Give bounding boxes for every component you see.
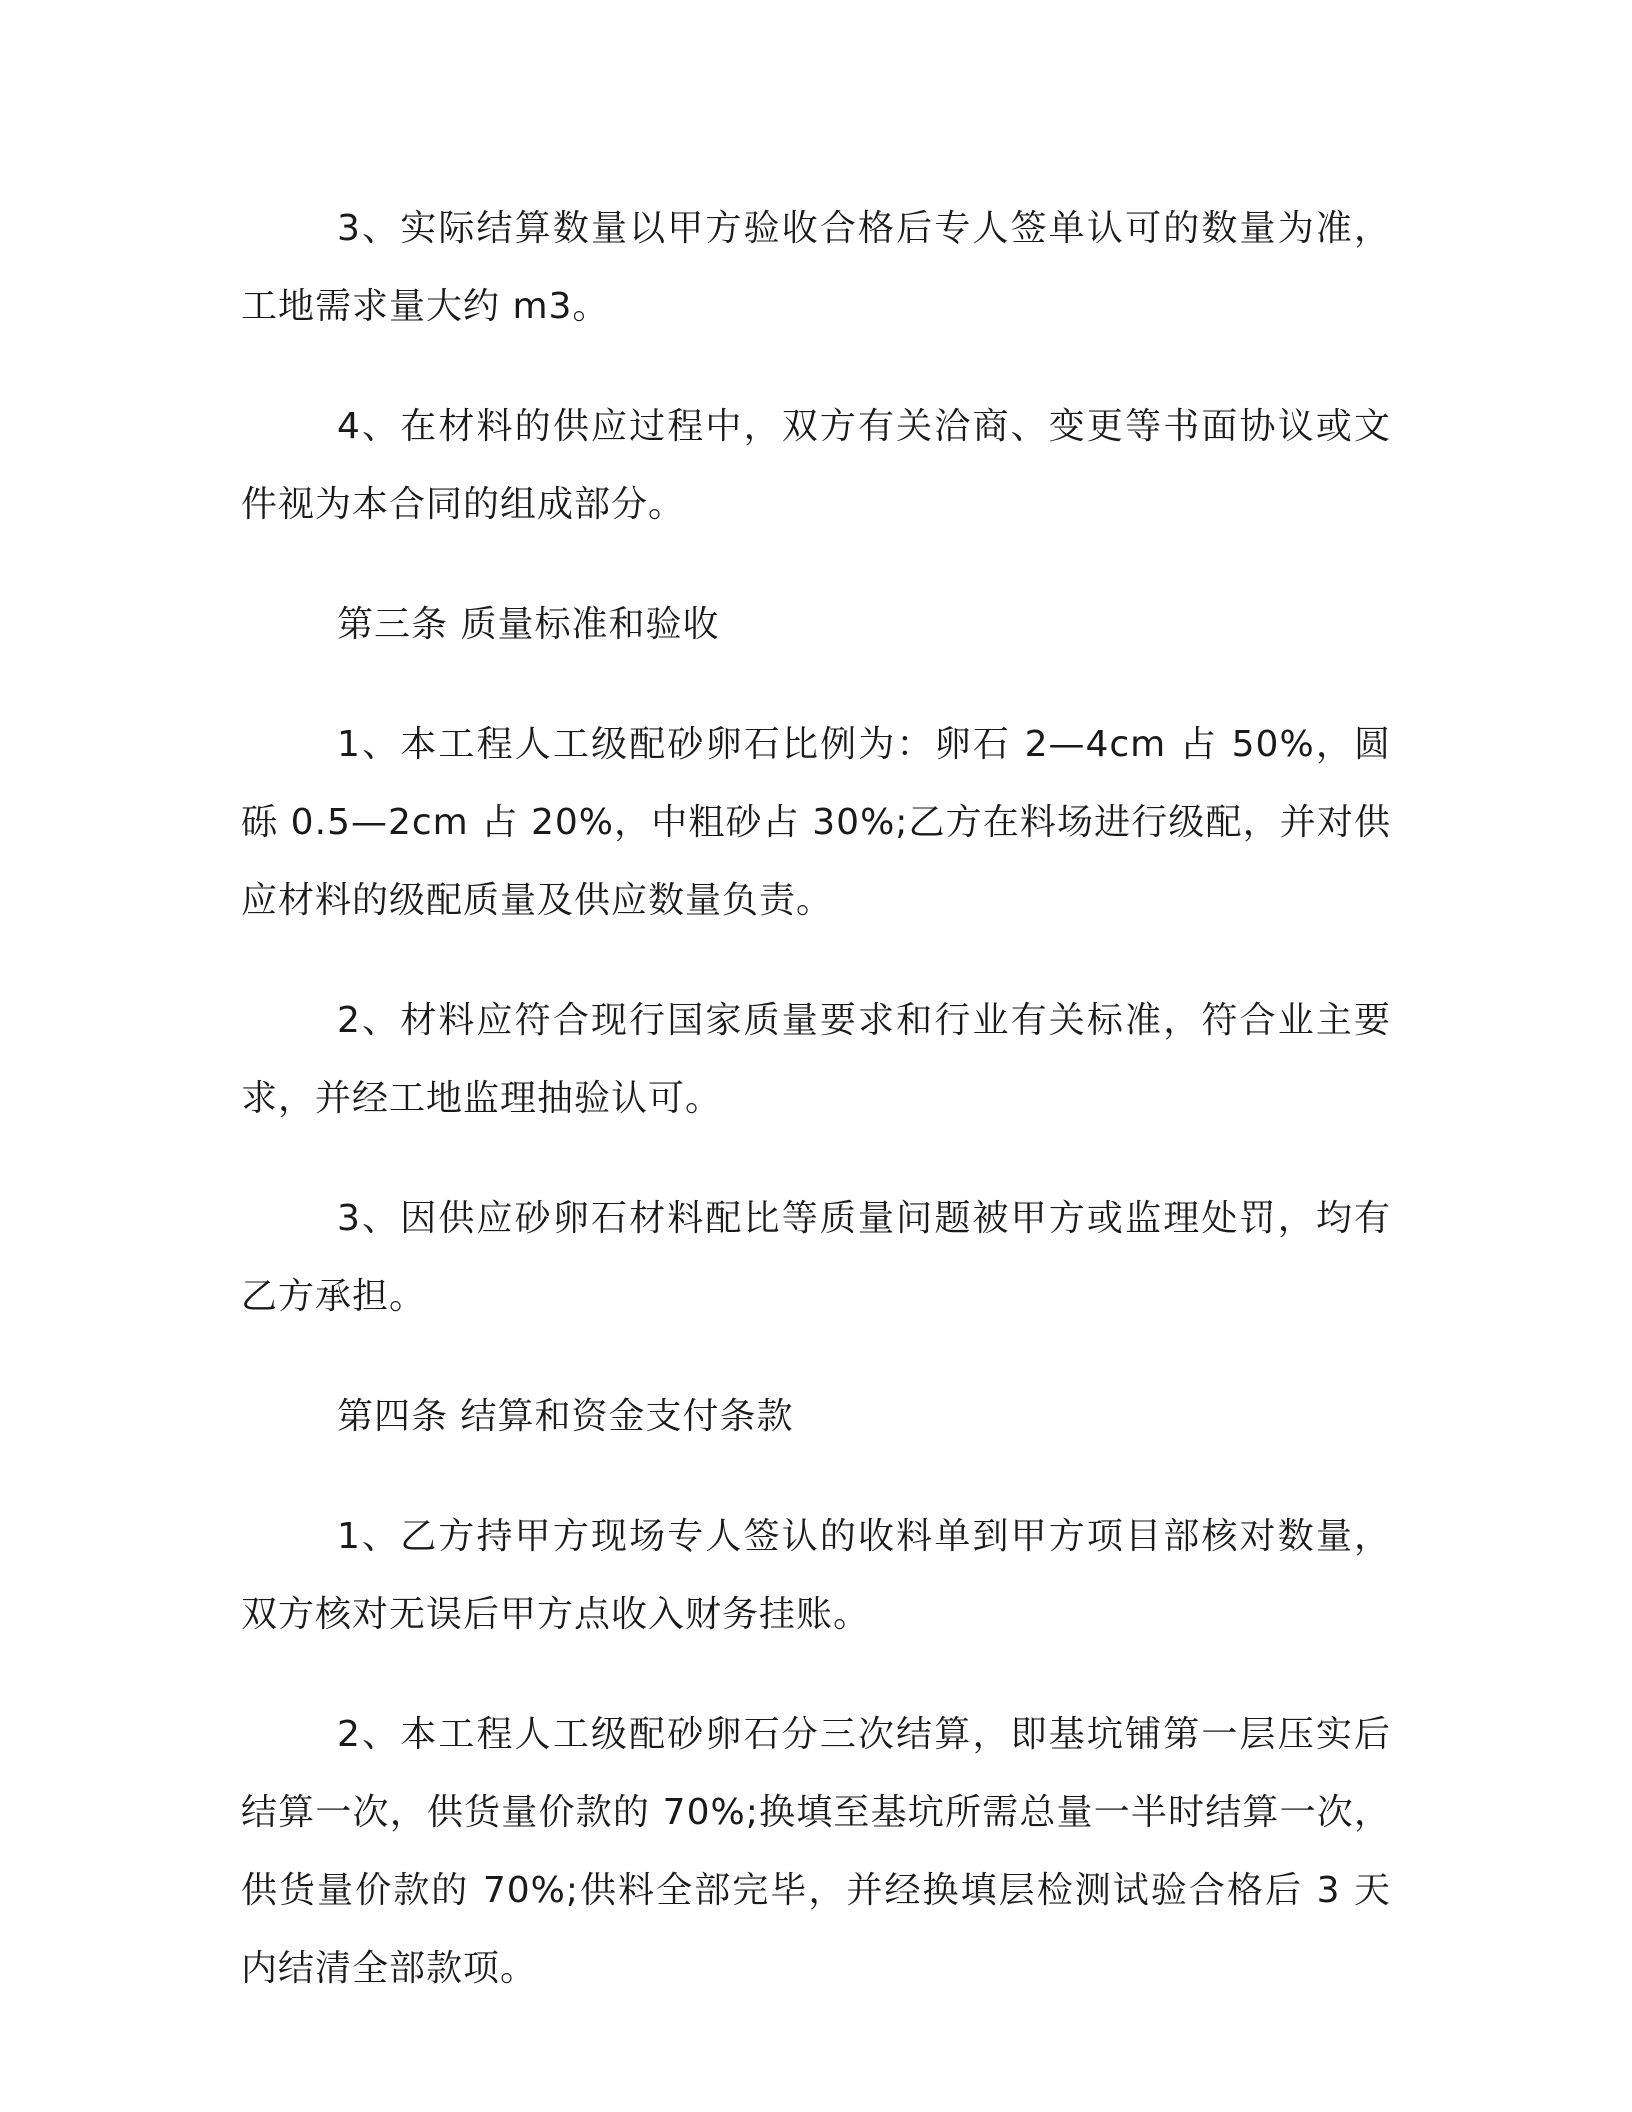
- paragraph-penalty: 3、因供应砂卵石材料配比等质量问题被甲方或监理处罚，均有乙方承担。: [241, 1198, 1391, 1317]
- paragraph-3-quantity: 3、实际结算数量以甲方验收合格后专人签单认可的数量为准，工地需求量大约 m3。: [241, 208, 1391, 327]
- paragraph-receipt-check: 1、乙方持甲方现场专人签认的收料单到甲方项目部核对数量，双方核对无误后甲方点收入财务挂账。: [241, 1516, 1391, 1635]
- paragraph-quality-standard: 2、材料应符合现行国家质量要求和行业有关标准，符合业主要求，并经工地监理抽验认可。: [241, 1000, 1391, 1119]
- section-heading-article-4: 第四条 结算和资金支付条款: [337, 1396, 794, 1437]
- document-page: [241, 190, 1391, 2050]
- paragraph-gravel-ratio: 1、本工程人工级配砂卵石比例为：卵石 2—4cm 占 50%，圆砾 0.5—2cm 占 20%，中粗砂占 30%;乙方在料场进行级配，并对供应材料的级配质量及供应数量负责。: [241, 724, 1391, 921]
- paragraph-settlement-schedule: 2、本工程人工级配砂卵石分三次结算，即基坑铺第一层压实后结算一次，供货量价款的 70%;换填至基坑所需总量一半时结算一次，供货量价款的 70%;供料全部完毕，并经换填层检测试验合格后 3 天内结清全部款项。: [241, 1714, 1391, 1989]
- paragraph-4-negotiation: 4、在材料的供应过程中，双方有关洽商、变更等书面协议或文件视为本合同的组成部分。: [241, 406, 1391, 525]
- section-heading-article-3: 第三条 质量标准和验收: [337, 604, 720, 645]
